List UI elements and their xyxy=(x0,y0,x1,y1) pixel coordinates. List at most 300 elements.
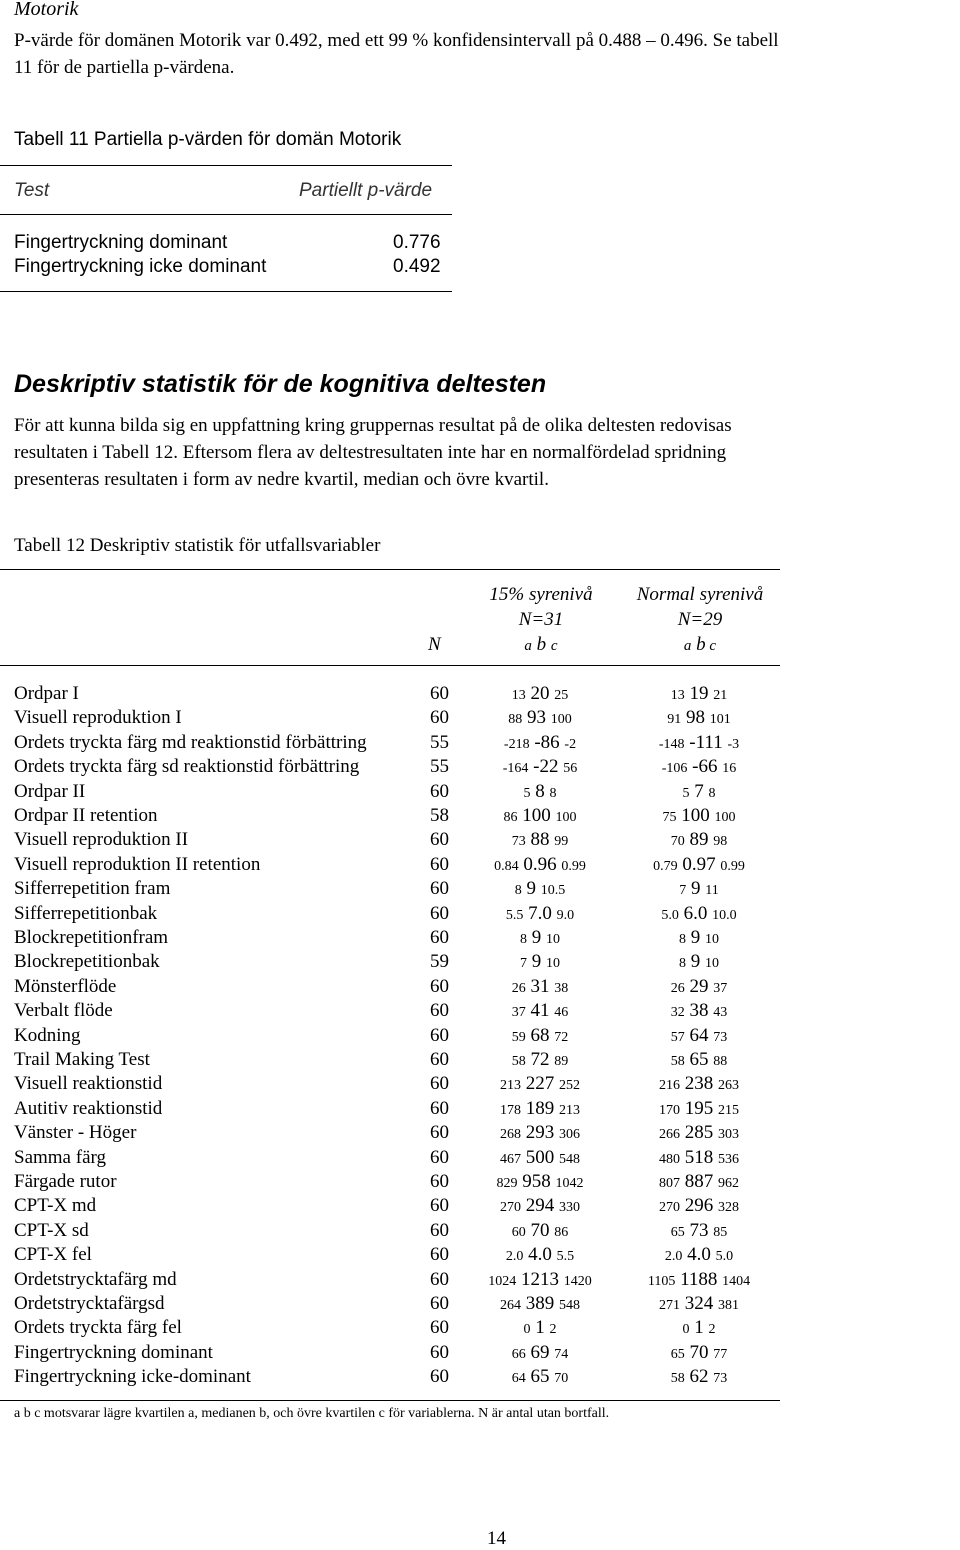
median: 887 xyxy=(684,1171,714,1192)
table-row xyxy=(14,1244,774,1268)
table-row xyxy=(14,1000,774,1024)
upper-quartile: 10 xyxy=(546,932,560,947)
upper-quartile: 303 xyxy=(718,1127,739,1143)
lower-quartile: 73 xyxy=(511,834,526,850)
row-label: Visuell reproduktion II retention xyxy=(14,853,261,875)
median: 285 xyxy=(684,1122,714,1144)
group1-values xyxy=(470,1317,610,1339)
upper-quartile: 46 xyxy=(554,1005,569,1021)
row-label: Mönsterflöde xyxy=(14,975,117,997)
row-n: 60 xyxy=(430,1049,449,1070)
lower-quartile: 5.5 xyxy=(505,907,524,923)
row-n: 60 xyxy=(430,829,449,851)
median: 958 xyxy=(522,1171,551,1192)
row-label: Färgade rutor xyxy=(14,1171,117,1192)
group2-values xyxy=(629,1269,769,1291)
row-n: 60 xyxy=(430,1073,449,1095)
upper-quartile: -2 xyxy=(564,736,577,752)
row-n: 60 xyxy=(430,1244,449,1266)
lower-quartile: 270 xyxy=(659,1200,680,1216)
group1-values xyxy=(470,951,610,973)
group1-values xyxy=(470,1098,610,1120)
row-n: 60 xyxy=(430,853,449,875)
row-n: 55 xyxy=(430,731,449,753)
median: 189 xyxy=(525,1097,555,1119)
median: 4.0 xyxy=(687,1244,711,1266)
median: 88 xyxy=(530,829,550,851)
lower-quartile: 65 xyxy=(670,1346,685,1362)
upper-quartile: 215 xyxy=(718,1102,739,1118)
median: 100 xyxy=(522,805,551,826)
upper-quartile: 548 xyxy=(559,1298,580,1313)
upper-quartile: 10.0 xyxy=(712,907,737,923)
median: 100 xyxy=(681,805,710,826)
group1-values xyxy=(470,878,610,900)
group1-values xyxy=(470,1049,610,1071)
lower-quartile: 266 xyxy=(659,1127,680,1143)
col-n-header: N xyxy=(428,634,441,655)
table-row xyxy=(14,878,774,902)
table12-bottom-rule xyxy=(0,1400,780,1401)
median: 9 xyxy=(531,927,542,948)
upper-quartile: 10 xyxy=(705,932,719,947)
group2-title: Normal syrenivå xyxy=(636,584,764,605)
lower-quartile: 59 xyxy=(511,1029,526,1045)
row-label: Ordetstrycktafärgsd xyxy=(14,1293,165,1314)
lower-quartile: 271 xyxy=(659,1298,680,1313)
lower-quartile: 170 xyxy=(659,1102,680,1118)
table-row xyxy=(14,1073,774,1097)
table-row xyxy=(14,1293,774,1317)
group2-values xyxy=(629,927,769,949)
lower-quartile: 480 xyxy=(659,1151,680,1167)
upper-quartile: 98 xyxy=(713,834,728,850)
group1-values xyxy=(470,1073,610,1095)
lower-quartile: 467 xyxy=(500,1151,521,1167)
table-row xyxy=(14,1220,774,1244)
lower-quartile: 216 xyxy=(659,1078,680,1094)
upper-quartile: 5.0 xyxy=(715,1249,734,1265)
row-label: CPT-X md xyxy=(14,1195,97,1217)
median: 195 xyxy=(684,1097,714,1119)
group1-values xyxy=(470,927,610,949)
group1-values xyxy=(470,1147,610,1169)
group1-values xyxy=(470,1195,610,1217)
group2-values xyxy=(629,1195,769,1217)
table-row xyxy=(14,707,774,731)
row-label: Ordpar I xyxy=(14,683,79,704)
group2-values xyxy=(629,1317,769,1339)
lower-quartile: 829 xyxy=(496,1176,518,1191)
lower-quartile: 8 xyxy=(520,932,527,947)
median: 29 xyxy=(689,975,709,997)
row-label: Kodning xyxy=(14,1024,81,1046)
row-label: Verbalt flöde xyxy=(14,1000,113,1022)
group2-n: N=29 xyxy=(677,609,723,630)
median: 93 xyxy=(527,707,546,729)
table12-top-rule xyxy=(0,569,780,570)
row-label: Visuell reproduktion I xyxy=(14,707,182,729)
row-label: Ordpar II xyxy=(14,780,86,802)
median: 518 xyxy=(684,1146,714,1168)
group2-values xyxy=(629,976,769,998)
upper-quartile: 72 xyxy=(554,1029,569,1045)
row-n: 60 xyxy=(430,1024,449,1046)
upper-quartile: 86 xyxy=(554,1224,569,1240)
table11-row-value: 0.492 xyxy=(393,256,441,277)
group2-abc-header: a b c xyxy=(683,634,717,655)
median: 9 xyxy=(526,878,536,900)
lower-quartile: 65 xyxy=(670,1224,685,1240)
table-row xyxy=(14,1269,774,1293)
group2-values xyxy=(629,1342,769,1364)
row-label: Samma färg xyxy=(14,1146,106,1168)
median: 293 xyxy=(525,1122,555,1144)
group1-values xyxy=(470,732,610,754)
group2-values xyxy=(629,1073,769,1095)
lower-quartile: 26 xyxy=(670,980,685,996)
table-row xyxy=(14,683,774,707)
lower-quartile: 213 xyxy=(500,1078,521,1094)
median: 73 xyxy=(689,1219,709,1241)
group1-title: 15% syrenivå xyxy=(489,584,593,605)
median: 294 xyxy=(525,1195,555,1217)
table-row xyxy=(14,1025,774,1049)
median: -111 xyxy=(689,731,723,753)
group2-values xyxy=(629,707,769,729)
row-n: 60 xyxy=(430,1293,449,1314)
row-n: 60 xyxy=(430,1097,449,1119)
row-label: Blockrepetitionfram xyxy=(14,927,169,948)
lower-quartile: 8 xyxy=(679,932,686,947)
row-n: 58 xyxy=(430,805,449,826)
median: 65 xyxy=(530,1366,550,1388)
table-row xyxy=(14,1195,774,1219)
upper-quartile: 101 xyxy=(709,712,731,728)
group2-values xyxy=(629,878,769,900)
upper-quartile: 5.5 xyxy=(556,1249,575,1265)
table-row xyxy=(14,854,774,878)
group1-values xyxy=(470,1269,610,1291)
upper-quartile: 77 xyxy=(713,1346,728,1362)
table-row xyxy=(14,756,774,780)
upper-quartile: 73 xyxy=(713,1029,728,1045)
lower-quartile: -106 xyxy=(661,761,688,777)
upper-quartile: 56 xyxy=(563,761,578,777)
group2-values xyxy=(629,732,769,754)
upper-quartile: 88 xyxy=(713,1054,728,1069)
median: 72 xyxy=(530,1049,550,1070)
section2-para-line-3: presenteras resultaten i form av nedre kvartil, median och övre kvartil. xyxy=(14,469,549,490)
lower-quartile: 70 xyxy=(670,834,685,850)
group2-values xyxy=(629,1147,769,1169)
row-n: 60 xyxy=(430,927,449,948)
group2-values xyxy=(629,805,769,827)
upper-quartile: 70 xyxy=(554,1371,569,1387)
row-n: 60 xyxy=(430,902,449,924)
row-n: 60 xyxy=(430,1317,449,1339)
lower-quartile: 64 xyxy=(511,1371,526,1387)
lower-quartile: 58 xyxy=(670,1371,685,1387)
upper-quartile: 548 xyxy=(559,1151,580,1167)
group1-n: N=31 xyxy=(518,609,564,630)
group1-values xyxy=(470,781,610,803)
row-label: Sifferrepetition fram xyxy=(14,878,171,900)
table-row xyxy=(14,1098,774,1122)
lower-quartile: -218 xyxy=(503,736,530,752)
lower-quartile: 178 xyxy=(500,1102,521,1118)
row-n: 60 xyxy=(430,683,449,704)
lower-quartile: 26 xyxy=(511,980,526,996)
table-row xyxy=(14,1122,774,1146)
row-label: Visuell reproduktion II xyxy=(14,829,189,851)
upper-quartile: 85 xyxy=(713,1224,728,1240)
lower-quartile: 7 xyxy=(520,956,527,972)
lower-quartile: 75 xyxy=(662,810,677,825)
row-n: 60 xyxy=(430,1000,449,1022)
upper-quartile: 73 xyxy=(713,1371,728,1387)
median: 6.0 xyxy=(683,902,708,924)
row-n: 60 xyxy=(430,1341,449,1363)
table11-col-p: Partiellt p-värde xyxy=(299,180,433,201)
table-row xyxy=(14,1171,774,1195)
median: 296 xyxy=(684,1195,714,1217)
group2-values xyxy=(629,1293,769,1315)
median: 9 xyxy=(690,951,701,973)
group2-values xyxy=(629,756,769,778)
group2-values xyxy=(629,829,769,851)
row-n: 60 xyxy=(430,1171,449,1192)
group1-values xyxy=(470,805,610,827)
median: 98 xyxy=(686,707,705,729)
median: 19 xyxy=(689,683,709,704)
lower-quartile: 807 xyxy=(659,1176,680,1191)
group1-values xyxy=(470,854,610,876)
lower-quartile: 0.79 xyxy=(653,858,678,874)
lower-quartile: 2.0 xyxy=(664,1249,683,1265)
lower-quartile: 5 xyxy=(682,785,690,801)
upper-quartile: 330 xyxy=(559,1200,580,1216)
group1-values xyxy=(470,1122,610,1144)
group1-values xyxy=(470,1220,610,1242)
intro-line-2: 11 för de partiella p-värdena. xyxy=(14,57,235,78)
upper-quartile: 99 xyxy=(554,834,569,850)
upper-quartile: 74 xyxy=(554,1346,569,1362)
table12-header-rule xyxy=(0,665,780,666)
table-row xyxy=(14,1366,774,1390)
group1-values xyxy=(470,1171,610,1193)
table-row xyxy=(14,781,774,805)
median: 70 xyxy=(530,1219,550,1241)
group2-values xyxy=(629,1171,769,1193)
table-row xyxy=(14,732,774,756)
upper-quartile: 89 xyxy=(554,1054,569,1069)
upper-quartile: 1042 xyxy=(555,1176,584,1191)
group2-values xyxy=(629,1049,769,1071)
table-row xyxy=(14,903,774,927)
row-label: Ordets tryckta färg sd reaktionstid förbättring xyxy=(14,756,360,778)
group1-values xyxy=(470,1366,610,1388)
upper-quartile: 263 xyxy=(718,1078,739,1094)
upper-quartile: 100 xyxy=(550,712,572,728)
median: 0.96 xyxy=(523,853,557,875)
table-row xyxy=(14,927,774,951)
median: 7.0 xyxy=(528,902,552,924)
table11-row-label: Fingertryckning icke dominant xyxy=(14,256,267,277)
row-label: Sifferrepetitionbak xyxy=(14,902,158,924)
row-n: 55 xyxy=(430,756,449,778)
section2-para-line-1: För att kunna bilda sig en uppfattning kring gruppernas resultat på de olika deltesten redovisas xyxy=(14,415,732,436)
upper-quartile: 38 xyxy=(554,980,569,996)
row-n: 60 xyxy=(430,1195,449,1217)
upper-quartile: 25 xyxy=(554,688,569,703)
table11-top-rule xyxy=(0,165,452,166)
upper-quartile: 381 xyxy=(718,1298,739,1313)
row-n: 60 xyxy=(430,707,449,729)
lower-quartile: 91 xyxy=(667,712,682,728)
table11-row-value: 0.776 xyxy=(393,232,441,253)
upper-quartile: 328 xyxy=(718,1200,739,1216)
group1-values xyxy=(470,976,610,998)
group2-values xyxy=(629,951,769,973)
group1-values xyxy=(470,756,610,778)
upper-quartile: 306 xyxy=(559,1127,580,1143)
median: 0.97 xyxy=(682,853,716,875)
lower-quartile: 0 xyxy=(682,1322,690,1338)
row-n: 60 xyxy=(430,780,449,802)
row-label: CPT-X fel xyxy=(14,1244,92,1266)
median: 389 xyxy=(525,1293,555,1314)
median: 500 xyxy=(525,1146,555,1168)
row-label: Autitiv reaktionstid xyxy=(14,1097,163,1119)
group2-values xyxy=(629,1366,769,1388)
table-row xyxy=(14,829,774,853)
median: -86 xyxy=(534,731,560,753)
table11-header-rule xyxy=(0,214,452,215)
group1-values xyxy=(470,829,610,851)
upper-quartile: 11 xyxy=(705,883,719,899)
lower-quartile: 264 xyxy=(500,1298,521,1313)
lower-quartile: 8 xyxy=(679,956,686,972)
lower-quartile: 7 xyxy=(679,883,687,899)
median: 227 xyxy=(525,1073,555,1095)
table11-caption: Tabell 11 Partiella p-värden för domän Motorik xyxy=(14,129,402,150)
median: 89 xyxy=(689,829,709,851)
group2-values xyxy=(629,1244,769,1266)
row-label: Trail Making Test xyxy=(14,1049,150,1070)
upper-quartile: 9.0 xyxy=(556,907,575,923)
median: 9 xyxy=(531,951,542,973)
median: 1213 xyxy=(521,1268,559,1290)
table11-col-test: Test xyxy=(14,180,50,201)
lower-quartile: 0.84 xyxy=(494,858,519,874)
median: 41 xyxy=(530,1000,550,1022)
row-label: Ordets tryckta färg md reaktionstid förbättring xyxy=(14,731,367,753)
row-n: 59 xyxy=(430,951,449,973)
upper-quartile: 2 xyxy=(708,1322,716,1338)
section-title-motorik: Motorik xyxy=(14,0,79,20)
median: 31 xyxy=(530,975,550,997)
table-row xyxy=(14,951,774,975)
median: -66 xyxy=(692,756,718,778)
row-n: 60 xyxy=(430,878,449,900)
section-heading-descriptive: Deskriptiv statistik för de kognitiva deltesten xyxy=(14,370,547,398)
lower-quartile: 1105 xyxy=(647,1273,676,1289)
row-label: Vänster - Höger xyxy=(14,1122,137,1144)
lower-quartile: -164 xyxy=(502,761,529,777)
row-label: CPT-X sd xyxy=(14,1219,89,1241)
group2-values xyxy=(629,781,769,803)
lower-quartile: 0 xyxy=(523,1322,531,1338)
row-n: 60 xyxy=(430,975,449,997)
upper-quartile: 100 xyxy=(555,810,577,825)
row-label: Visuell reaktionstid xyxy=(14,1073,163,1095)
median: 324 xyxy=(684,1293,714,1314)
table-row xyxy=(14,805,774,829)
lower-quartile: 88 xyxy=(508,712,523,728)
lower-quartile: 1024 xyxy=(488,1273,517,1289)
upper-quartile: 8 xyxy=(708,785,716,801)
lower-quartile: 86 xyxy=(503,810,518,825)
upper-quartile: 43 xyxy=(713,1005,728,1021)
upper-quartile: 0.99 xyxy=(561,858,586,874)
table11-bottom-rule xyxy=(0,291,452,292)
median: 38 xyxy=(689,1000,709,1022)
median: 64 xyxy=(689,1024,709,1046)
lower-quartile: 8 xyxy=(514,883,522,899)
lower-quartile: 58 xyxy=(511,1054,526,1069)
group1-values xyxy=(470,683,610,705)
lower-quartile: 2.0 xyxy=(505,1249,524,1265)
row-label: Blockrepetitionbak xyxy=(14,951,160,973)
lower-quartile: 13 xyxy=(670,688,685,703)
upper-quartile: 213 xyxy=(559,1102,580,1118)
upper-quartile: 1404 xyxy=(722,1273,751,1289)
group1-values xyxy=(470,1244,610,1266)
group2-values xyxy=(629,1122,769,1144)
group1-values xyxy=(470,1342,610,1364)
table-row xyxy=(14,976,774,1000)
median: 1 xyxy=(535,1317,545,1339)
upper-quartile: 0.99 xyxy=(720,858,745,874)
row-label: Ordetstrycktafärg md xyxy=(14,1268,177,1290)
median: -22 xyxy=(533,756,559,778)
upper-quartile: 536 xyxy=(718,1151,739,1167)
lower-quartile: 5 xyxy=(523,785,531,801)
median: 20 xyxy=(530,683,550,704)
group2-values xyxy=(629,854,769,876)
median: 4.0 xyxy=(528,1244,552,1266)
median: 68 xyxy=(530,1024,550,1046)
median: 69 xyxy=(530,1341,550,1363)
group2-values xyxy=(629,1220,769,1242)
table-row xyxy=(14,1342,774,1366)
lower-quartile: 32 xyxy=(670,1005,685,1021)
row-n: 60 xyxy=(430,1146,449,1168)
upper-quartile: 962 xyxy=(718,1176,739,1191)
lower-quartile: 66 xyxy=(511,1346,526,1362)
row-n: 60 xyxy=(430,1268,449,1290)
lower-quartile: -148 xyxy=(658,736,685,752)
group1-values xyxy=(470,1293,610,1315)
lower-quartile: 60 xyxy=(511,1224,526,1240)
intro-line-1: P-värde för domänen Motorik var 0.492, med ett 99 % konfidensintervall på 0.488 – 0.496. Se tabell xyxy=(14,30,779,51)
table12-footnote: a b c motsvarar lägre kvartilen a, medianen b, och övre kvartilen c för variablerna. N är antal utan bortfall. xyxy=(14,1406,610,1421)
upper-quartile: 10 xyxy=(705,956,719,972)
row-label: Fingertryckning icke-dominant xyxy=(14,1366,251,1388)
median: 7 xyxy=(694,780,704,802)
group1-abc-header: a b c xyxy=(524,634,558,655)
